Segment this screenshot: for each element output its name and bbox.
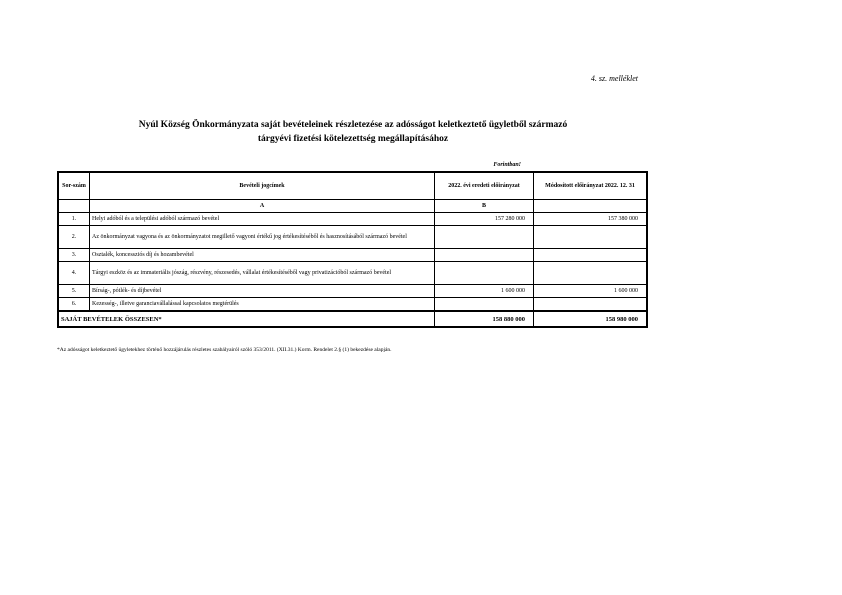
row-value-original: 1 600 000 <box>435 285 534 298</box>
row-value-modified: 1 600 000 <box>534 285 648 298</box>
row-number: 1. <box>58 213 90 226</box>
row-value-modified <box>534 262 648 285</box>
row-number: 5. <box>58 285 90 298</box>
row-label: Osztalék, koncessziós díj és hozambevétel <box>90 249 435 262</box>
row-number: 6. <box>58 298 90 312</box>
unit-label: Forintban! <box>493 162 521 168</box>
row-value-original <box>435 226 534 249</box>
total-value-modified: 158 980 000 <box>534 311 648 327</box>
letter-cell-empty-2 <box>534 200 648 213</box>
header-row-number: Sor-szám <box>58 172 90 200</box>
header-modified-budget: Módosított előirányzat 2022. 12. 31 <box>534 172 648 200</box>
header-revenue-titles: Bevételi jogcímek <box>90 172 435 200</box>
row-number: 4. <box>58 262 90 285</box>
row-value-original <box>435 298 534 312</box>
title-line-2: tárgyévi fizetési kötelezettség megállapításához <box>257 134 449 144</box>
total-row <box>58 311 647 327</box>
row-value-original <box>435 249 534 262</box>
row-label: Kezesség-, illetve garanciavállalással kapcsolatos megtérülés <box>90 298 435 312</box>
letter-cell-empty <box>58 200 90 213</box>
letter-cell-a: A <box>90 200 435 213</box>
column-letter-row <box>58 200 647 213</box>
table-row <box>58 213 647 226</box>
title-line-1: Nyúl Község Önkormányzata saját bevételeinek részletezése az adósságot keletkeztető ügyletből származó <box>138 120 568 130</box>
row-label: Tárgyi eszköz és az immateriális jószág, részvény, részesedés, vállalat értékesítéséből vagy privatizációból származó bevétel <box>90 262 435 285</box>
table-row <box>58 285 647 298</box>
row-value-original <box>435 262 534 285</box>
row-value-modified <box>534 249 648 262</box>
total-value-original: 158 880 000 <box>435 311 534 327</box>
row-number: 3. <box>58 249 90 262</box>
document-title <box>60 118 646 146</box>
row-value-modified <box>534 298 648 312</box>
row-value-modified <box>534 226 648 249</box>
table-row <box>58 249 647 262</box>
table-header-row <box>58 172 647 200</box>
table-row <box>58 298 647 312</box>
row-label: Az önkormányzat vagyona és az önkormányzatot megillető vagyoni értékű jog értékesítéséből és hasznosításából származó bevétel <box>90 226 435 249</box>
row-number: 2. <box>58 226 90 249</box>
revenue-table <box>57 171 648 328</box>
header-original-budget: 2022. évi eredeti előirányzat <box>435 172 534 200</box>
total-label: SAJÁT BEVÉTELEK ÖSSZESEN* <box>58 311 435 327</box>
row-value-modified: 157 380 000 <box>534 213 648 226</box>
footnote: *Az adósságot keletkeztető ügyletekhez történő hozzájárulás részletes szabályairól szóló 353/2011. (XII.31.) Korm. Rendelet 2.§ (1) bekezdése alapján. <box>57 347 392 353</box>
table-row <box>58 262 647 285</box>
row-label: Helyi adóból és a települési adóból származó bevétel <box>90 213 435 226</box>
annex-label: 4. sz. melléklet <box>590 74 638 83</box>
row-label: Bírság-, pótlék- és díjbevétel <box>90 285 435 298</box>
row-value-original: 157 280 000 <box>435 213 534 226</box>
letter-cell-b: B <box>435 200 534 213</box>
table-row <box>58 226 647 249</box>
